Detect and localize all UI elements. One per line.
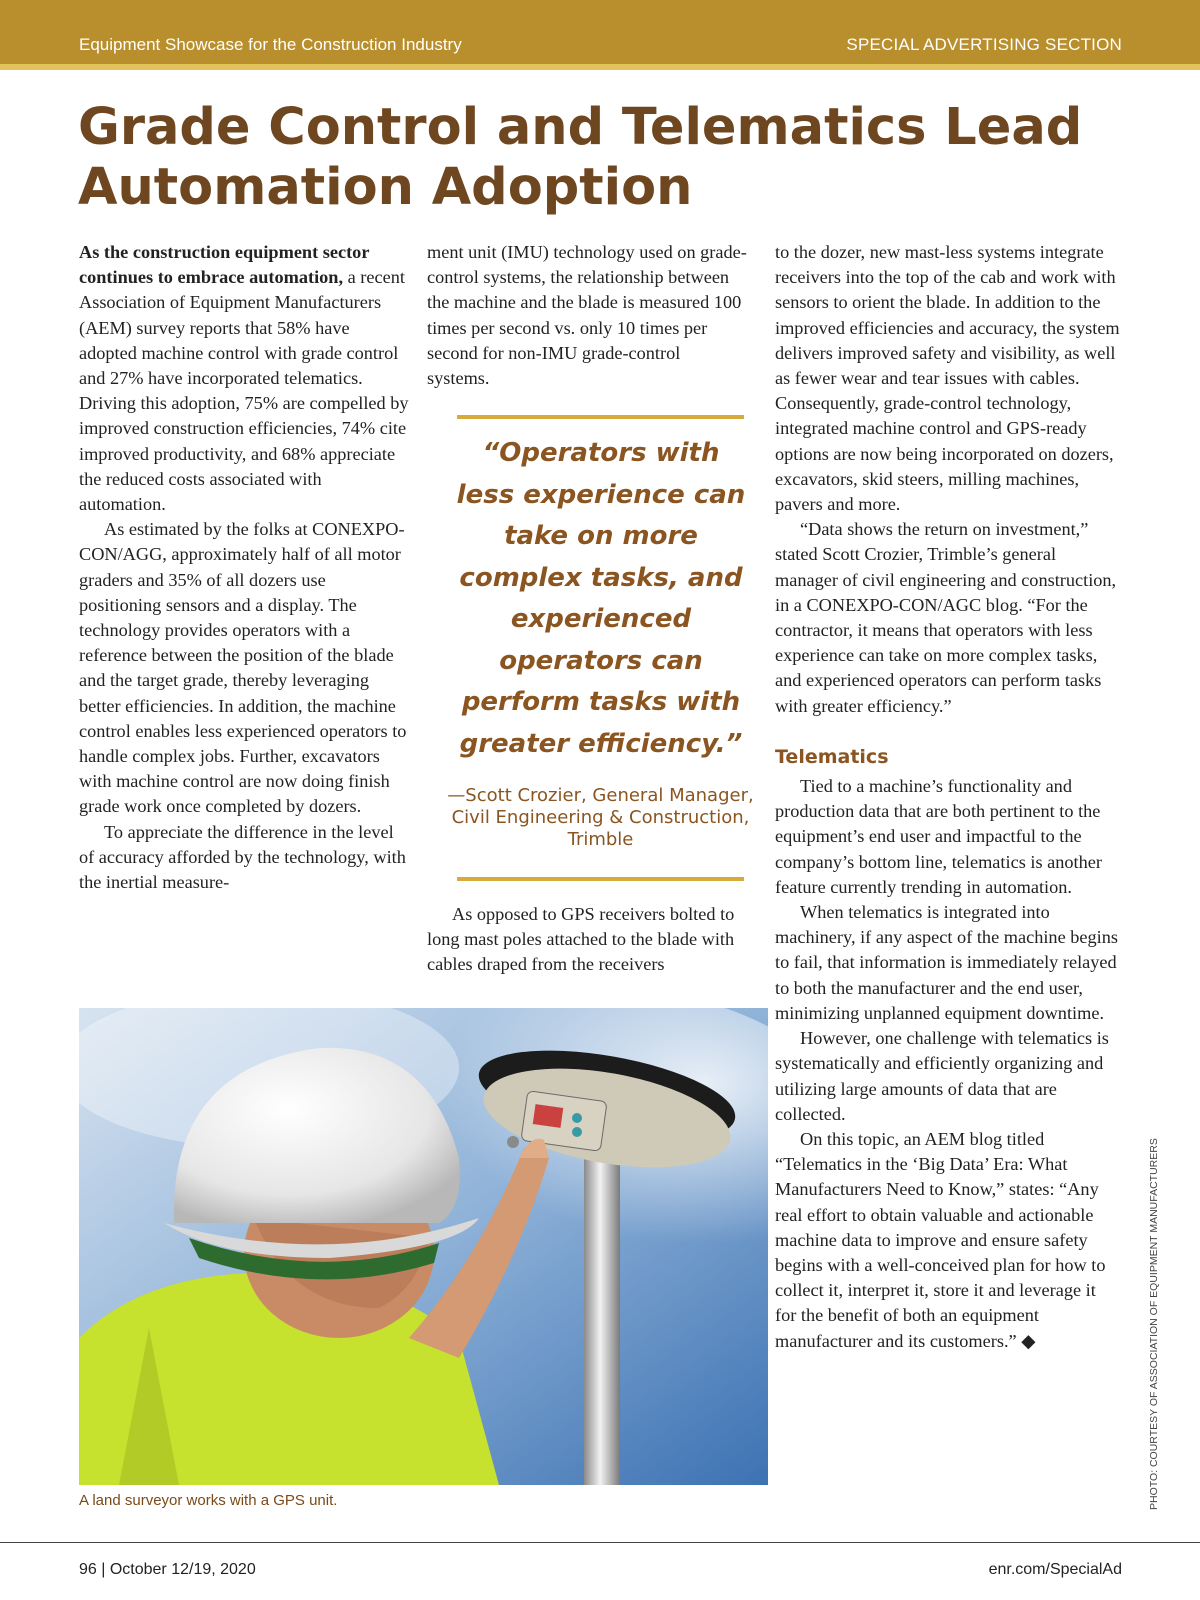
footer-divider xyxy=(0,1542,1200,1543)
header-ad-label: SPECIAL ADVERTISING SECTION xyxy=(846,35,1122,54)
paragraph: As estimated by the folks at CONEXPO-CON/AGG, approximately half of all motor graders and 35% of all dozers use positioning sensors and a display. The technology provides operators with a reference between the position of the blade and the target grade, thereby leveraging better efficiencies. In addition, the machine control enables less experienced operators to handle complex jobs. Further, excavators with machine control are now doing finish grade work once completed by dozers. xyxy=(79,519,407,817)
paragraph: As opposed to GPS receivers bolted to long mast poles attached to the blade with cables draped from the receivers xyxy=(427,904,735,975)
pull-quote-top-rule xyxy=(457,415,744,419)
page-title: Grade Control and Telematics Lead Automation Adoption xyxy=(78,98,1083,217)
subheading: Telematics xyxy=(775,745,889,768)
paragraph: When telematics is integrated into machinery, if any aspect of the machine begins to fail, that information is immediately relayed to both the manufacturer and the end user, minimizing unplanned equipment downtime. xyxy=(775,902,1118,1023)
article-column-3 xyxy=(775,240,1120,1354)
paragraph: ment unit (IMU) technology used on grade-control systems, the relationship between the machine and the blade is measured 100 times per second vs. only 10 times per second for non-IMU grade-control systems. xyxy=(427,242,747,389)
pull-quote-bottom-rule xyxy=(457,877,744,881)
paragraph-text: On this topic, an AEM blog titled “Telematics in the ‘Big Data’ Era: What Manufacturers Need to Know,” states: “Any real effort to obtain valuable and actionable machine data to improve and ensure safety begins with a well-conceived plan for how to collect it, interpret it, store it and leverage it for the benefit of both an equipment manufacturer and its customers.” xyxy=(775,1128,1106,1351)
header-accent-line xyxy=(0,64,1200,70)
photo-credit: PHOTO: COURTESY OF ASSOCIATION OF EQUIPMENT MANUFACTURERS xyxy=(1148,1138,1160,1510)
paragraph: “Data shows the return on investment,” stated Scott Crozier, Trimble’s general manager of civil engineering and construction, in a CONEXPO-CON/AGC blog. “For the contractor, it means that operators with less experience can take on more complex tasks, and experienced operators can perform tasks with greater efficiency.” xyxy=(775,519,1117,716)
paragraph xyxy=(79,240,409,517)
paragraph: However, one challenge with telematics is systematically and efficiently organizing and utilizing large amounts of data that are collected. xyxy=(775,1028,1109,1124)
paragraph: To appreciate the difference in the level of accuracy afforded by the technology, with the inertial measure- xyxy=(79,821,406,893)
header-bar xyxy=(0,0,1200,64)
pull-quote-attribution: —Scott Crozier, General Manager, Civil Engineering & Construction, Trimble xyxy=(447,785,754,850)
paragraph: to the dozer, new mast-less systems integrate receivers into the top of the cab and work with sensors to orient the blade. In addition to the improved efficiencies and accuracy, the system delivers improved safety and visibility, as well as fewer wear and tear issues with cables. Consequently, grade-control technology, integrated machine control and GPS-ready options are now being incorporated on dozers, excavators, skid steers, milling machines, pavers and more. xyxy=(775,242,1120,515)
paragraph xyxy=(775,1127,1120,1354)
header-section-title: Equipment Showcase for the Construction Industry xyxy=(79,35,462,54)
pull-quote-text: “Operators with less experience can take on more complex tasks, and experienced operators can perform tasks with greater efficiency.” xyxy=(456,438,746,759)
article-column-2-continued xyxy=(427,902,747,978)
footer-page-info: 96 | October 12/19, 2020 xyxy=(79,1561,256,1578)
paragraph: Tied to a machine’s functionality and production data that are both pertinent to the equipment’s end user and impactful to the company’s bottom line, telematics is another feature currently trending in automation. xyxy=(775,776,1102,897)
paragraph-text: a recent Association of Equipment Manufacturers (AEM) survey reports that 58% have adopted machine control with grade control and 27% have incorporated telematics. Driving this adoption, 75% are compelled by improved construction efficiencies, 74% cite improved productivity, and 68% appreciate the reduced costs associated with automation. xyxy=(79,267,409,515)
pull-quote xyxy=(447,415,754,881)
footer-url: enr.com/SpecialAd xyxy=(988,1561,1122,1578)
end-mark-icon: ◆ xyxy=(1021,1330,1036,1351)
article-column-2 xyxy=(427,240,747,391)
photo-caption: A land surveyor works with a GPS unit. xyxy=(79,1492,338,1509)
lead-in: As the construction equipment sector continues to embrace automation, xyxy=(79,242,370,288)
article-column-1 xyxy=(79,240,409,895)
surveyor-photo xyxy=(79,1008,768,1485)
